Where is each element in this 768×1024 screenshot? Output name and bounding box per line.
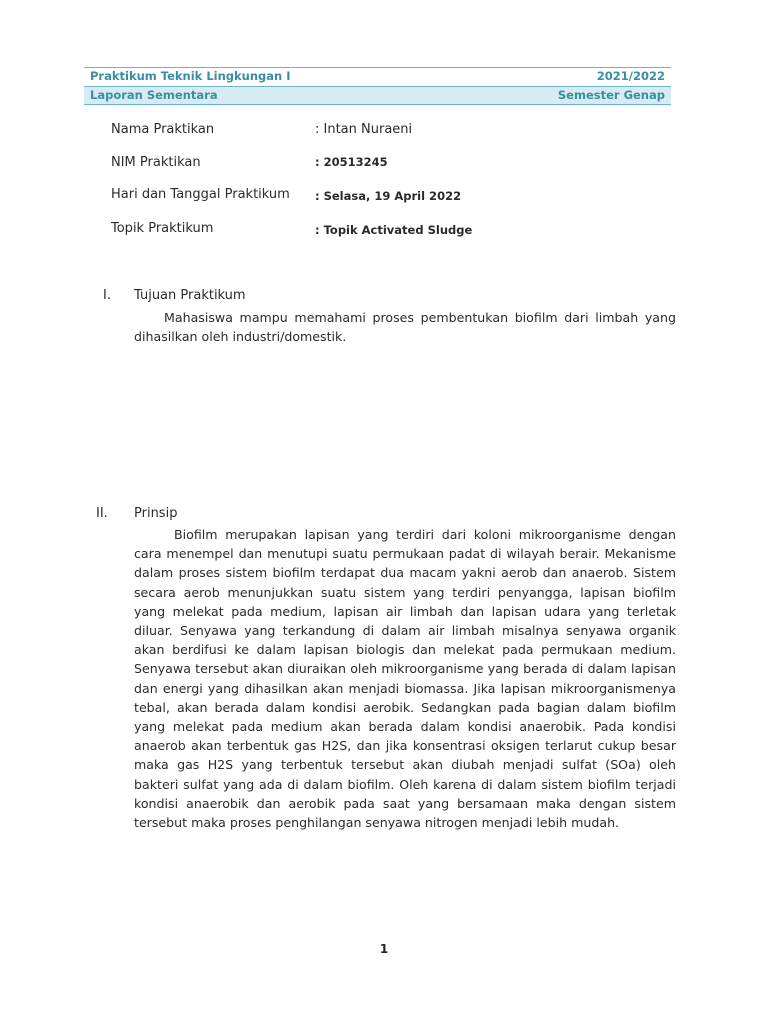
- section-body: Mahasiswa mampu memahami proses pembentukan biofilm dari limbah yang dihasilkan oleh industri/domestik.: [134, 310, 676, 345]
- header-report-type: Laporan Sementara: [90, 88, 218, 102]
- header-year: 2021/2022: [596, 69, 665, 83]
- header-row-report: [84, 86, 671, 105]
- identity-label: Hari dan Tanggal Praktikum: [111, 187, 290, 202]
- header-semester: Semester Genap: [557, 88, 665, 102]
- section-title: Tujuan Praktikum: [134, 288, 246, 303]
- identity-value: : 20513245: [315, 155, 388, 169]
- identity-label: Nama Praktikan: [111, 122, 215, 137]
- header-course: Praktikum Teknik Lingkungan I: [90, 69, 291, 83]
- section-title: Prinsip: [134, 506, 178, 521]
- identity-value: : Topik Activated Sludge: [315, 223, 473, 237]
- section-body: Biofilm merupakan lapisan yang terdiri dari koloni mikroorganisme dengan cara menempel dan menutupi suatu permukaan padat di wilayah berair. Mekanisme dalam proses sistem biofilm terdapat dua macam yakni aerob dan anaerob. Sistem secara aerob menunjukkan suatu sistem yang terdiri penyangga, lapisan biofilm yang melekat pada medium, lapisan air limbah dan lapisan udara yang terletak diluar. Senyawa yang terkandung di dalam air limbah misalnya senyawa organik akan berdifusi ke dalam lapisan biologis dan melekat pada permukaan medium. Senyawa tersebut akan diuraikan oleh mikroorganisme yang berada di dalam lapisan dan energi yang dihasilkan akan menjadi biomassa. Jika lapisan mikroorganismenya tebal, akan berada dalam kondisi aerobik. Sedangkan pada bagian dalam biofilm yang melekat pada medium akan berada dalam kondisi anaerobik. Pada kondisi anaerob akan terbentuk gas H2S, dan jika konsentrasi oksigen terlarut cukup besar maka gas H2S yang terbentuk tersebut akan diubah menjadi sulfat (SOa) oleh bakteri sulfat yang ada di dalam biofilm. Oleh karena di dalam sistem biofilm terjadi kondisi anaerobik dan aerobik pada saat yang bersamaan maka dengan sistem tersebut maka proses penghilangan senyawa nitrogen menjadi lebih mudah.: [134, 527, 676, 831]
- section-number: I.: [103, 288, 111, 303]
- section-number: II.: [96, 506, 108, 521]
- identity-value: : Intan Nuraeni: [315, 122, 413, 137]
- header-row-course: [84, 68, 671, 85]
- identity-label: Topik Praktikum: [111, 221, 214, 236]
- identity-label: NIM Praktikan: [111, 155, 201, 170]
- page-number: 1: [379, 942, 389, 956]
- identity-value: : Selasa, 19 April 2022: [315, 189, 462, 203]
